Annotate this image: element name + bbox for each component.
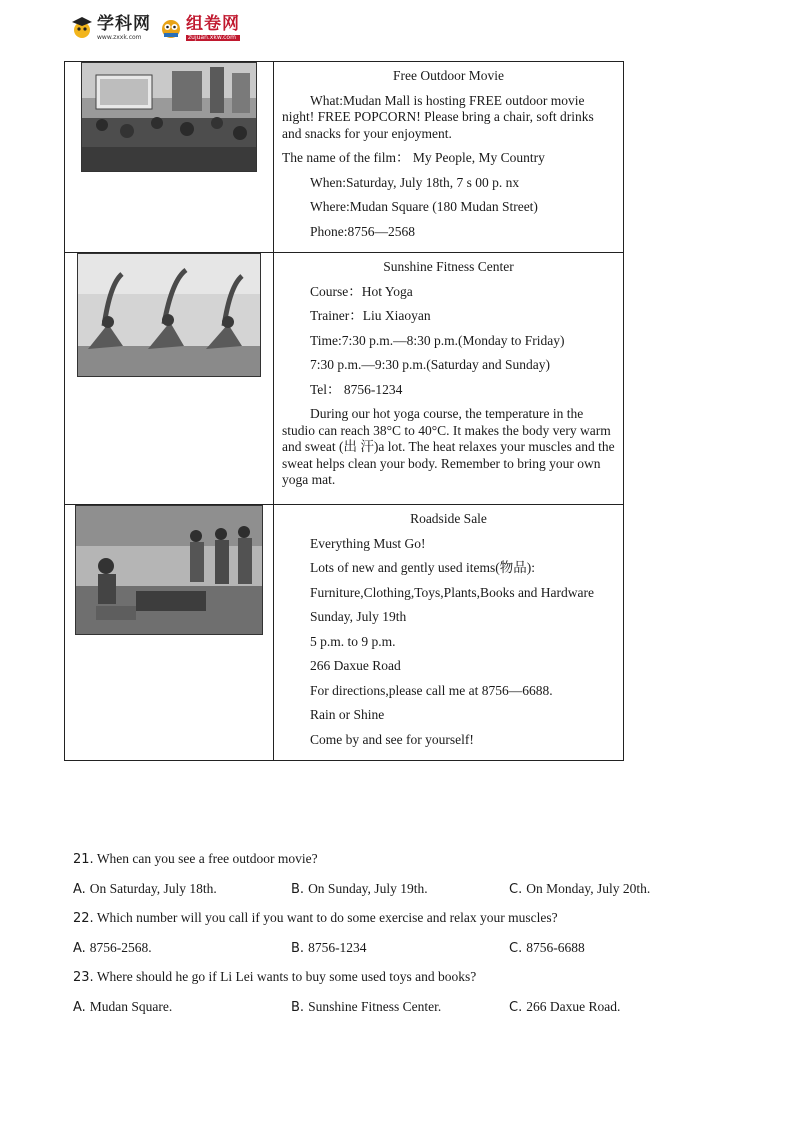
sale-items-list: Furniture,Clothing,Toys,Plants,Books and Hardware: [310, 584, 595, 600]
option-b[interactable]: [291, 939, 509, 968]
option-letter: B.: [291, 1000, 305, 1015]
sale-items-intro: Lots of new and gently used items(物品):: [310, 560, 535, 575]
question-22: [73, 909, 733, 939]
question-23: [73, 968, 733, 998]
option-b[interactable]: [291, 998, 509, 1027]
option-a[interactable]: [73, 939, 291, 968]
ad-description: What:Mudan Mall is hosting FREE outdoor movie night! FREE POPCORN! Please bring a chair, soft drinks and snacks for your enjoyment.: [282, 92, 594, 141]
question-21: [73, 850, 733, 880]
question-21-options: [73, 880, 733, 909]
question-number: 22.: [73, 911, 94, 926]
option-text: On Sunday, July 19th.: [308, 881, 428, 896]
ad-title: Roadside Sale: [410, 511, 487, 526]
ad-photo-cell: [65, 505, 274, 761]
ad-row-movie: [65, 62, 624, 253]
ad-text-cell: [274, 253, 624, 505]
outdoor-movie-photo: [81, 62, 257, 172]
ad-row-fitness: [65, 253, 624, 505]
course-name: Course：Hot Yoga: [310, 283, 413, 299]
option-letter: A.: [73, 882, 86, 897]
logo-url: www.zxxk.com: [97, 33, 142, 41]
sale-date: Sunday, July 19th: [310, 609, 407, 624]
question-text: Where should he go if Li Lei wants to buy some used toys and books?: [93, 969, 477, 984]
option-text: On Monday, July 20th.: [526, 881, 651, 896]
phone-number: Phone:8756—2568: [310, 223, 416, 239]
question-number: 23.: [73, 970, 94, 985]
sale-invite: Come by and see for yourself!: [310, 731, 474, 747]
option-letter: B.: [291, 941, 305, 956]
option-text: 8756-6688: [526, 940, 585, 955]
logo-url: zujuan.xkw.com: [186, 35, 240, 41]
question-23-options: [73, 998, 733, 1027]
sale-slogan: Everything Must Go!: [310, 535, 426, 551]
question-text: When can you see a free outdoor movie?: [93, 851, 318, 866]
logo-name: 学科网: [97, 13, 151, 34]
graduation-cap-icon: [70, 15, 94, 41]
option-letter: A.: [73, 941, 86, 956]
sale-directions: For directions,please call me at 8756—6688.: [310, 682, 553, 698]
roadside-sale-photo: [75, 505, 263, 635]
ad-text-cell: [274, 62, 624, 253]
option-a[interactable]: [73, 998, 291, 1027]
zujuanwang-logo: [159, 15, 240, 41]
trainer-name: Trainer：Liu Xiaoyan: [310, 308, 431, 323]
sale-hours: 5 p.m. to 9 p.m.: [310, 633, 396, 649]
option-letter: A.: [73, 1000, 86, 1015]
ad-photo-cell: [65, 253, 274, 505]
ads-table: [64, 61, 624, 761]
option-c[interactable]: [509, 880, 727, 909]
option-letter: C.: [509, 1000, 523, 1015]
option-c[interactable]: [509, 939, 727, 968]
option-a[interactable]: [73, 880, 291, 909]
option-text: On Saturday, July 18th.: [89, 881, 217, 896]
owl-mascot-icon: [159, 15, 183, 41]
option-text: 8756-1234: [308, 940, 367, 955]
header-logos: [70, 10, 240, 46]
question-22-options: [73, 939, 733, 968]
ad-title: Sunshine Fitness Center: [383, 259, 514, 274]
ad-title: Free Outdoor Movie: [393, 68, 504, 83]
sale-weather: Rain or Shine: [310, 707, 385, 722]
option-c[interactable]: [509, 998, 727, 1027]
ad-photo-cell: [65, 62, 274, 253]
ad-description: During our hot yoga course, the temperature in the studio can reach 38°C to 40°C. It makes the body very warm and sweat (出 汗)a lot. The heat relaxes your muscles and the sweat helps clean your body. Remember to bring your own yoga mat.: [282, 406, 615, 487]
option-letter: B.: [291, 882, 305, 897]
option-letter: C.: [509, 882, 523, 897]
hot-yoga-photo: [77, 253, 261, 377]
xuekewang-logo: [70, 15, 151, 41]
option-text: Mudan Square.: [89, 999, 173, 1014]
ad-row-sale: [65, 505, 624, 761]
logo-name: 组卷网: [186, 13, 240, 34]
sale-address: 266 Daxue Road: [310, 658, 401, 673]
questions-section: [73, 850, 733, 1027]
option-text: Sunshine Fitness Center.: [308, 999, 442, 1014]
ad-text-cell: [274, 505, 624, 761]
event-time: When:Saturday, July 18th, 7 s 00 p. nx: [310, 174, 520, 190]
option-text: 266 Daxue Road.: [526, 999, 621, 1014]
option-b[interactable]: [291, 880, 509, 909]
question-number: 21.: [73, 852, 94, 867]
option-text: 8756-2568.: [89, 940, 152, 955]
phone-number: Tel： 8756-1234: [310, 381, 403, 397]
event-location: Where:Mudan Square (180 Mudan Street): [310, 199, 538, 214]
film-name: The name of the film： My People, My Country: [282, 150, 545, 165]
weekday-time: Time:7:30 p.m.—8:30 p.m.(Monday to Friday): [310, 332, 565, 348]
question-text: Which number will you call if you want to do some exercise and relax your muscles?: [93, 910, 558, 925]
weekend-time: 7:30 p.m.—9:30 p.m.(Saturday and Sunday): [310, 357, 550, 372]
option-letter: C.: [509, 941, 523, 956]
